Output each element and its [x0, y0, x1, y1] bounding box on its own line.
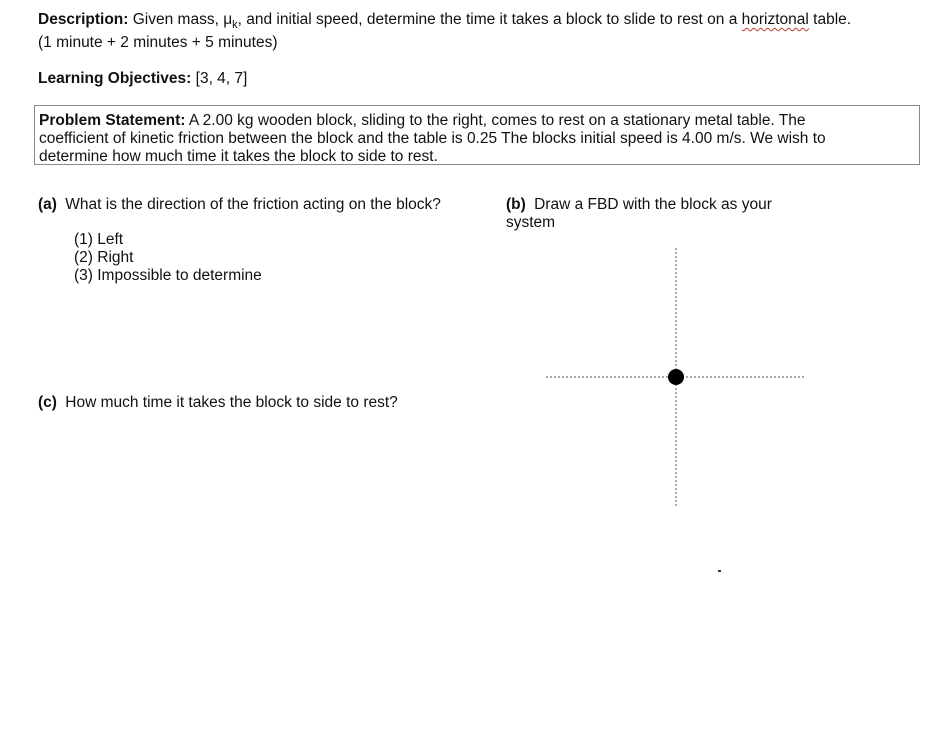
mu-subscript: k: [232, 19, 238, 32]
description-label: Description:: [38, 11, 129, 28]
stray-mark: [718, 570, 721, 572]
learning-objectives-label: Learning Objectives:: [38, 70, 192, 87]
choice-impossible: (3) Impossible to determine: [74, 267, 262, 284]
part-b-text-1: Draw a FBD with the block as your: [534, 196, 772, 213]
fbd-block-dot: [668, 369, 684, 385]
description-text-before: Given mass, μ: [132, 11, 233, 28]
description-text-middle: , and initial speed, determine the time it takes a block to slide to rest on a: [237, 11, 742, 28]
problem-statement-box: [34, 105, 920, 165]
problem-statement-label: Problem Statement:: [39, 112, 186, 129]
misspelled-word: horiztonal: [741, 11, 809, 28]
description-line: [38, 11, 851, 34]
problem-statement-text-1: A 2.00 kg wooden block, sliding to the right, comes to rest on a stationary metal table. The: [188, 112, 806, 129]
part-b-line-1: [506, 196, 772, 214]
choice-right: (2) Right: [74, 249, 134, 266]
choice-left: (1) Left: [74, 231, 124, 248]
part-a-question: What is the direction of the friction acting on the block?: [65, 196, 441, 213]
part-c-question-line: [38, 394, 398, 412]
part-a-question-line: [38, 196, 441, 214]
problem-statement-line-3: determine how much time it takes the block to side to rest.: [39, 148, 438, 165]
learning-objectives-value: [3, 4, 7]: [195, 70, 248, 87]
part-a-choices: [74, 231, 262, 285]
fbd-diagram: [540, 240, 820, 520]
part-b-line-2: system: [506, 214, 556, 231]
part-c-question: How much time it takes the block to side to rest?: [65, 394, 398, 411]
problem-statement-line-2: coefficient of kinetic friction between the block and the table is 0.25 The blocks initial speed is 4.00 m/s. We wish to: [39, 130, 826, 147]
description-timing: (1 minute + 2 minutes + 5 minutes): [38, 34, 278, 51]
part-b-label: (b): [506, 196, 526, 213]
description-text-after: table.: [808, 11, 852, 28]
learning-objectives-line: [38, 70, 247, 88]
part-a-label: (a): [38, 196, 57, 213]
part-c-label: (c): [38, 394, 57, 411]
problem-statement-line-1: [39, 112, 806, 130]
